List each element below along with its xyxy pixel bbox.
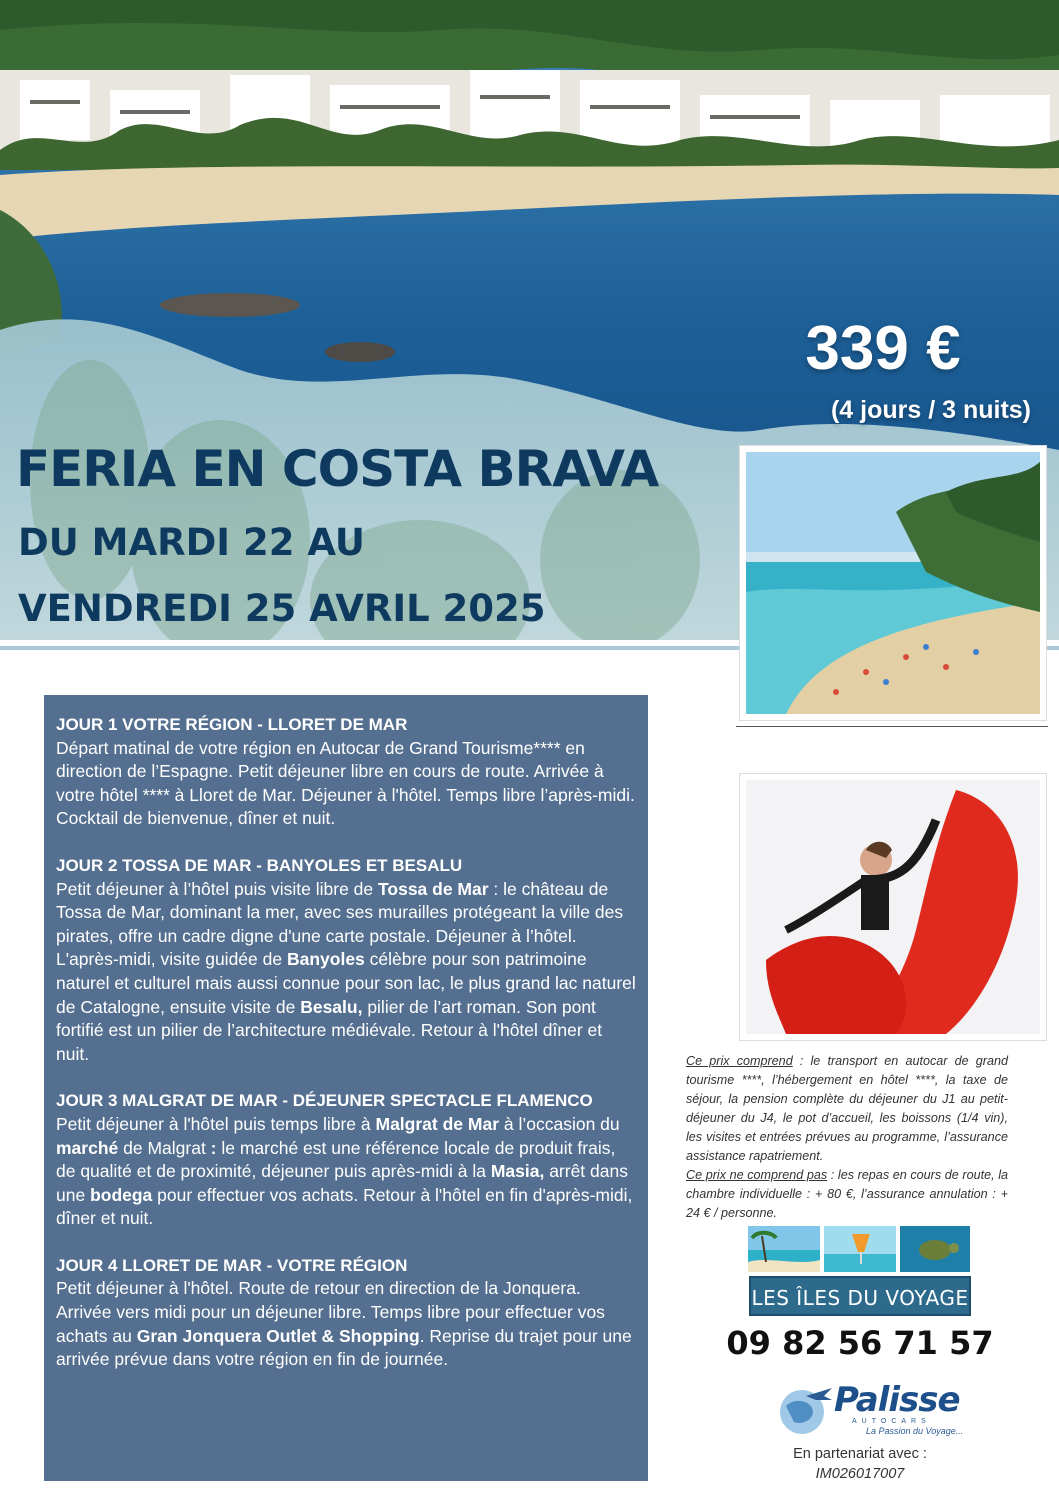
day-description [56, 737, 638, 831]
price-excludes [686, 1166, 1008, 1223]
palisse-logo [772, 1380, 968, 1438]
highlight-text: Banyoles [286, 949, 365, 970]
license-number: IM026017007 [815, 1466, 905, 1482]
description-text: . Reprise du trajet pour une arrivée prévue dans votre région en fin de journée. [56, 1325, 632, 1370]
description-text: pour effectuer vos achats. Retour à l'hôtel en fin d'après-midi, dîner et nuit. [56, 1184, 633, 1229]
flamenco-dancer-photo [740, 774, 1046, 1040]
highlight-text: Gran Jonquera Outlet & Shopping [136, 1325, 420, 1346]
logo-subtitle: AUTOCARS [852, 1418, 931, 1425]
highlight-text: marché [56, 1137, 119, 1158]
day-title: JOUR 1 VOTRE RÉGION - LLORET DE MAR [56, 715, 408, 734]
itinerary-panel [44, 695, 648, 1481]
description-text: célèbre pour son patrimoine naturel et culturel mais aussi connue pour son lac, le plus grand lac naturel de Catalogne, ensuite visite de [56, 949, 636, 1017]
logo-tagline: La Passion du Voyage... [866, 1426, 964, 1436]
price-includes-text: : le transport en autocar de grand tourisme ****, l’hébergement en hôtel ****, la taxe de séjour, la pension complète du déjeuner du J1 au petit-déjeuner du J4, le pot d’accueil, les boissons (1/4 vin), les visites et entrées prévues au programme, l’assurance assistance rapatriement. [686, 1054, 1008, 1163]
description-text: à l’occasion du [499, 1113, 620, 1134]
flamenco-photo-image [746, 780, 1040, 1034]
partner-label: En partenariat avec : [793, 1446, 927, 1462]
day-title: JOUR 2 TOSSA DE MAR - BANYOLES ET BESALU [56, 855, 463, 875]
description-text: Petit déjeuner à l’hôtel puis visite libre de [56, 878, 378, 899]
agency-banner: LES ÎLES DU VOYAGE [749, 1276, 971, 1316]
description-text: Petit déjeuner à l'hôtel puis temps libre à [56, 1113, 376, 1134]
description-text: arrêt dans une [56, 1161, 628, 1205]
phone-number[interactable]: 09 82 56 71 57 [726, 1324, 994, 1362]
highlight-text: bodega [90, 1184, 153, 1205]
highlight-text: Masia, [490, 1161, 545, 1182]
price-includes-label: Ce prix comprend [686, 1054, 793, 1068]
description-text: le marché est une référence locale de produit frais, de qualité et de proximité, déjeuner puis après-midi à la [56, 1137, 616, 1182]
globe-plane-icon [772, 1382, 836, 1438]
day-description [56, 1277, 638, 1371]
highlight-text: Malgrat de Mar [375, 1113, 499, 1134]
page-title: FERIA EN COSTA BRAVA [16, 440, 659, 498]
day-description [56, 1113, 638, 1231]
day-title: JOUR 3 MALGRAT DE MAR - DÉJEUNER SPECTACLE FLAMENCO [56, 1091, 593, 1111]
description-text: pilier de l’art roman. Son pont fortifié est un pilier de l’architecture médiévale. Retour à l'hôtel dîner et nuit. [56, 996, 603, 1064]
day-title: JOUR 4 LLORET DE MAR - VOTRE RÉGION [56, 1255, 408, 1275]
itinerary-day [56, 854, 638, 1066]
price: 339 € [805, 314, 961, 383]
itinerary-day [56, 713, 638, 831]
beach-photo-image [746, 452, 1040, 714]
description-text: de Malgrat [118, 1137, 211, 1158]
price-excludes-label: Ce prix ne comprend pas [686, 1168, 828, 1182]
partner-info [760, 1444, 960, 1484]
dates-line-2: VENDREDI 25 AVRIL 2025 [18, 587, 546, 630]
highlight-text: Tossa de Mar [378, 878, 489, 899]
trip-duration: (4 jours / 3 nuits) [830, 396, 1032, 424]
beach-photo [740, 446, 1046, 720]
itinerary-day [56, 1254, 638, 1372]
price-includes [686, 1052, 1008, 1166]
description-text: Petit déjeuner à l'hôtel. Route de retour en direction de la Jonquera. Arrivée vers midi pour un déjeuner libre. Temps libre pour effectuer vos achats au [56, 1278, 605, 1346]
agency-thumbnails [748, 1226, 970, 1272]
description-text: : le château de Tossa de Mar, dominant la mer, avec ses murailles protégeant la ville des pirates, offre un cadre digne d'une carte postale. Déjeuner à l’hôtel. L'après-midi, visite guidée de [56, 878, 624, 970]
day-description [56, 878, 638, 1067]
highlight-text: : [210, 1137, 217, 1158]
beach-thumb-icon [748, 1226, 820, 1272]
cocktail-thumb-icon [824, 1226, 896, 1272]
logo-word: Palisse [834, 1380, 960, 1420]
turtle-thumb-icon [900, 1226, 970, 1272]
highlight-text: Besalu, [300, 996, 363, 1017]
dates-line-1: DU MARDI 22 AU [18, 521, 365, 564]
itinerary-day [56, 1089, 638, 1231]
description-text: Départ matinal de votre région en Autocar de Grand Tourisme**** en direction de l’Espagne. Petit déjeuner libre en cours de route. Arrivée à votre hôtel **** à Lloret de Mar. Déjeuner à l'hôtel. Temps libre l’après-midi. Cocktail de bienvenue, dîner et nuit. [56, 737, 635, 829]
price-excludes-text: : les repas en cours de route, la chambre individuelle : + 80 €, l’assurance annulation : + 24 € / personne. [686, 1168, 1008, 1220]
price-conditions [686, 1052, 1008, 1223]
divider [736, 726, 1048, 727]
trip-dates [18, 510, 546, 642]
